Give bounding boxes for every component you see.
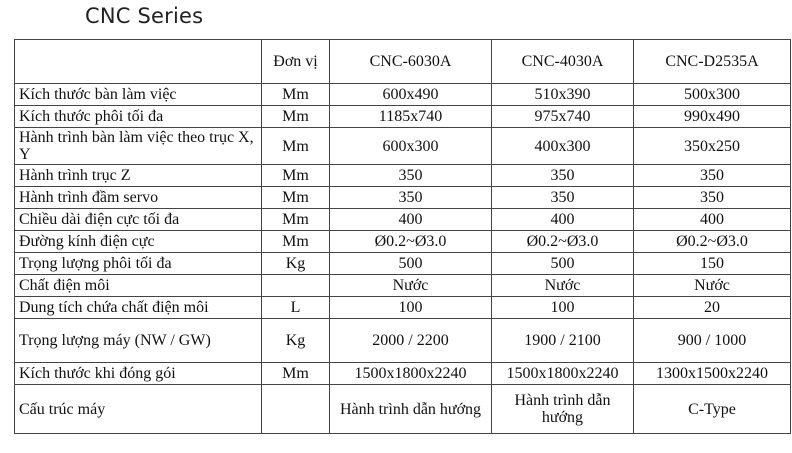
- row-label: Trọng lượng máy (NW / GW): [15, 319, 262, 363]
- row-unit: Mm: [262, 106, 330, 128]
- row-value: 600x490: [330, 84, 492, 106]
- row-unit: L: [262, 297, 330, 319]
- table-row: [15, 231, 791, 253]
- row-unit: [262, 385, 330, 434]
- row-value: 500x300: [634, 84, 791, 106]
- row-label: Chất điện môi: [15, 275, 262, 297]
- row-unit: Mm: [262, 128, 330, 165]
- row-value: 400: [634, 209, 791, 231]
- row-value: 1185x740: [330, 106, 492, 128]
- row-value: 2000 / 2200: [330, 319, 492, 363]
- row-value: 500: [330, 253, 492, 275]
- row-value: Ø0.2~Ø3.0: [634, 231, 791, 253]
- row-value: Hành trình dẫn hướng: [330, 385, 492, 434]
- row-label: Hành trình trục Z: [15, 165, 262, 187]
- table-row: [15, 209, 791, 231]
- row-value: 1500x1800x2240: [330, 363, 492, 385]
- row-value: 100: [492, 297, 634, 319]
- row-unit: Mm: [262, 84, 330, 106]
- header-unit: Đơn vị: [262, 40, 330, 84]
- header-model-2: CNC-4030A: [492, 40, 634, 84]
- row-value: 400: [330, 209, 492, 231]
- row-value: 350: [492, 165, 634, 187]
- row-unit: Mm: [262, 231, 330, 253]
- row-unit: [262, 275, 330, 297]
- table-row: [15, 187, 791, 209]
- table-row: [15, 253, 791, 275]
- row-label: Hành trình bàn làm việc theo trục X, Y: [15, 128, 262, 165]
- row-value: 975x740: [492, 106, 634, 128]
- header-model-3: CNC-D2535A: [634, 40, 791, 84]
- row-value: 600x300: [330, 128, 492, 165]
- row-label: Đường kính điện cực: [15, 231, 262, 253]
- table-row: [15, 165, 791, 187]
- table-row: [15, 106, 791, 128]
- row-value: 350: [330, 187, 492, 209]
- row-value: 500: [492, 253, 634, 275]
- table-row: [15, 297, 791, 319]
- row-label: Kích thước bàn làm việc: [15, 84, 262, 106]
- row-value: 350: [634, 187, 791, 209]
- row-value: 350: [330, 165, 492, 187]
- row-unit: Mm: [262, 363, 330, 385]
- row-value: 1500x1800x2240: [492, 363, 634, 385]
- row-value: 150: [634, 253, 791, 275]
- row-value: 1900 / 2100: [492, 319, 634, 363]
- row-value: 350: [492, 187, 634, 209]
- table-row: [15, 319, 791, 363]
- row-value: Ø0.2~Ø3.0: [492, 231, 634, 253]
- row-value: 1300x1500x2240: [634, 363, 791, 385]
- row-value: 400x300: [492, 128, 634, 165]
- row-label: Trọng lượng phôi tối đa: [15, 253, 262, 275]
- row-unit: Mm: [262, 209, 330, 231]
- row-value: 510x390: [492, 84, 634, 106]
- table-row: [15, 385, 791, 434]
- row-value: 990x490: [634, 106, 791, 128]
- row-value: 350x250: [634, 128, 791, 165]
- row-value: C-Type: [634, 385, 791, 434]
- header-label-cell: [15, 40, 262, 84]
- row-unit: Mm: [262, 165, 330, 187]
- row-value: Nước: [634, 275, 791, 297]
- spec-table: [14, 39, 791, 434]
- row-unit: Kg: [262, 319, 330, 363]
- row-value: 100: [330, 297, 492, 319]
- row-label: Dung tích chứa chất điện môi: [15, 297, 262, 319]
- row-value: 900 / 1000: [634, 319, 791, 363]
- table-row: [15, 84, 791, 106]
- row-value: Ø0.2~Ø3.0: [330, 231, 492, 253]
- row-label: Chiều dài điện cực tối đa: [15, 209, 262, 231]
- table-header-row: [15, 40, 791, 84]
- row-label: Kích thước khi đóng gói: [15, 363, 262, 385]
- table-row: [15, 363, 791, 385]
- row-value: 350: [634, 165, 791, 187]
- row-value: 400: [492, 209, 634, 231]
- row-unit: Kg: [262, 253, 330, 275]
- table-row: [15, 128, 791, 165]
- row-value: 20: [634, 297, 791, 319]
- row-value: Nước: [492, 275, 634, 297]
- table-row: [15, 275, 791, 297]
- row-value: Nước: [330, 275, 492, 297]
- row-unit: Mm: [262, 187, 330, 209]
- page-title: CNC Series: [85, 4, 204, 28]
- row-value: Hành trình dẫn hướng: [492, 385, 634, 434]
- row-label: Hành trình đầm servo: [15, 187, 262, 209]
- row-label: Kích thước phôi tối đa: [15, 106, 262, 128]
- header-model-1: CNC-6030A: [330, 40, 492, 84]
- row-label: Cấu trúc máy: [15, 385, 262, 434]
